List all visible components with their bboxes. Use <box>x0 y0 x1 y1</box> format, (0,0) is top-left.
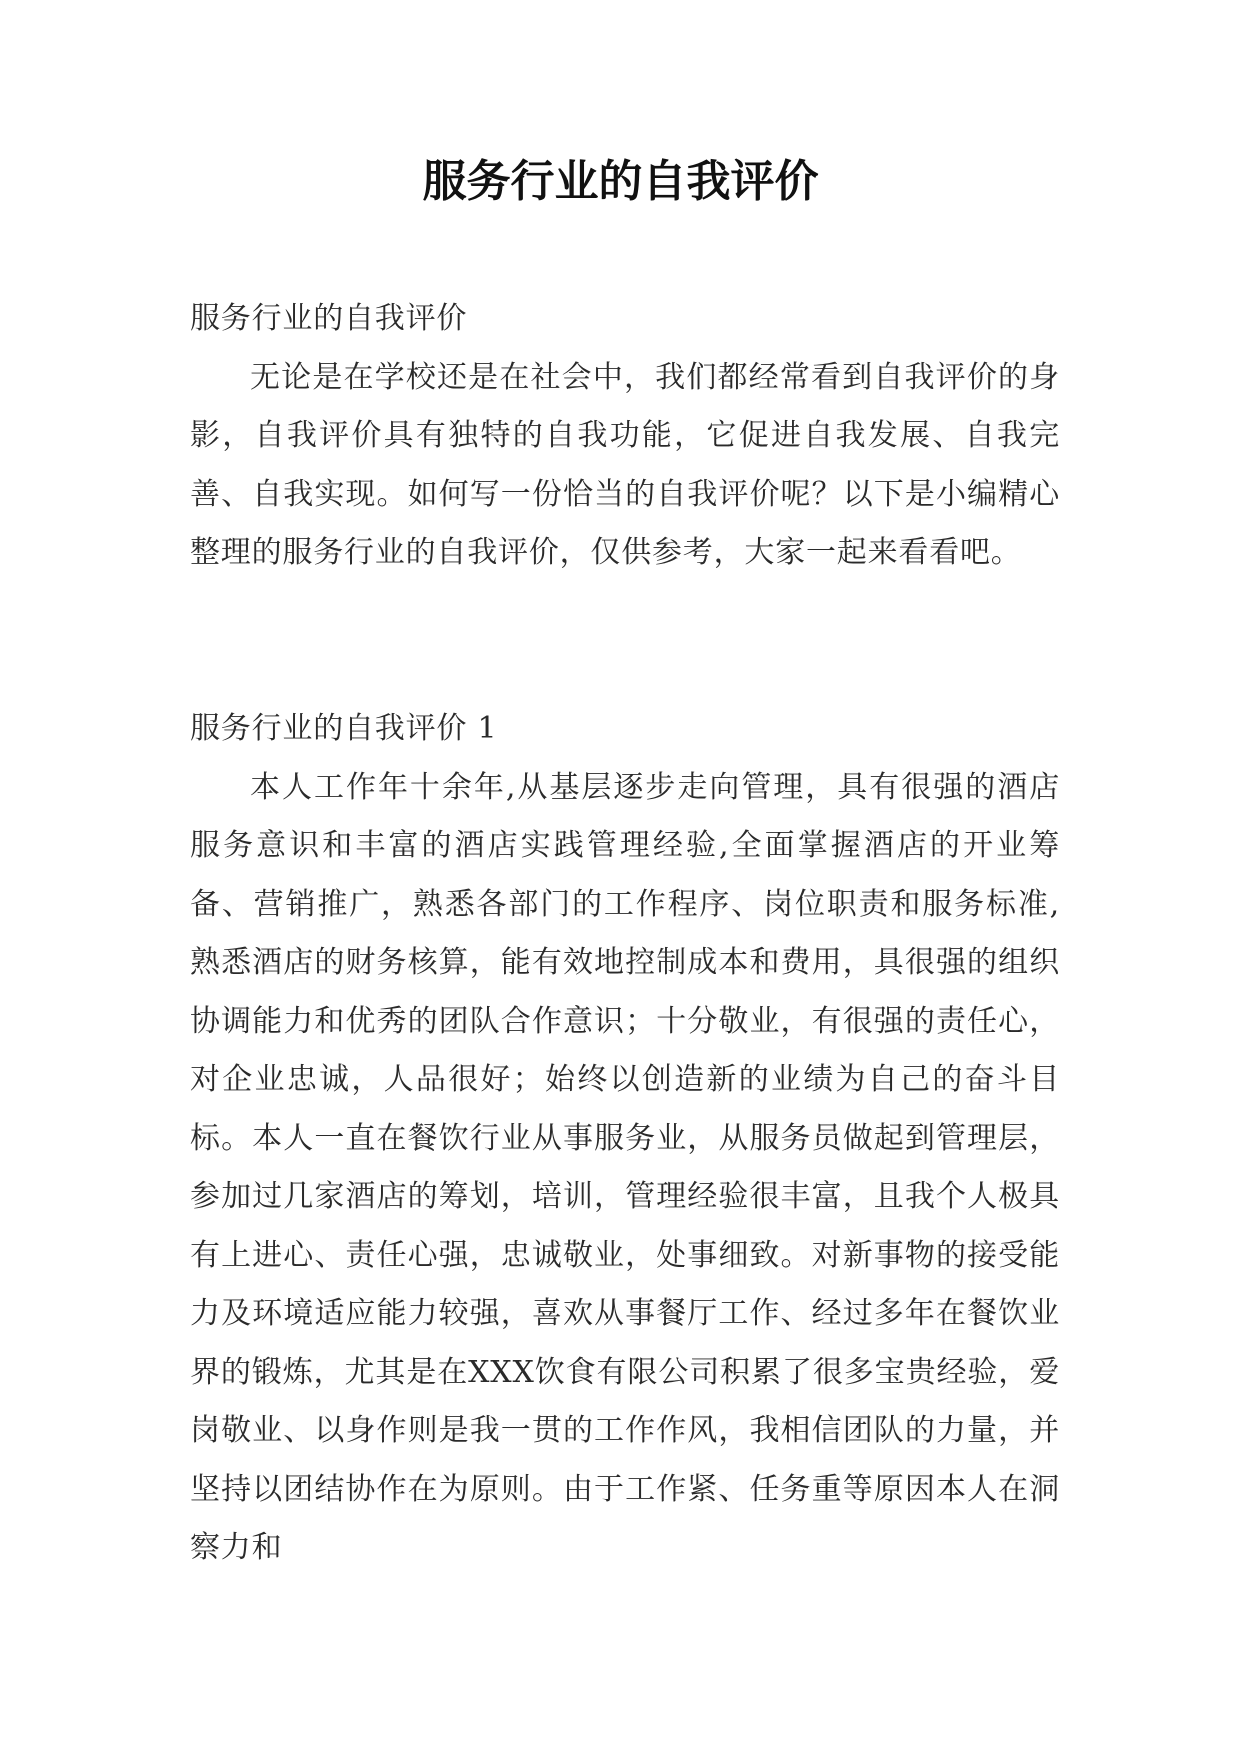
section-1-paragraph: 本人工作年十余年,从基层逐步走向管理，具有很强的酒店服务意识和丰富的酒店实践管理经验,全面掌握酒店的开业筹备、营销推广，熟悉各部门的工作程序、岗位职责和服务标准,熟悉酒店的财务核算，能有效地控制成本和费用，具很强的组织协调能力和优秀的团队合作意识；十分敬业，有很强的责任心，对企业忠诚，人品很好；始终以创造新的业绩为自己的奋斗目标。本人一直在餐饮行业从事服务业，从服务员做起到管理层，参加过几家酒店的筹划，培训，管理经验很丰富，且我个人极具有上进心、责任心强，忠诚敬业，处事细致。对新事物的接受能力及环境适应能力较强，喜欢从事餐厅工作、经过多年在餐饮业界的锻炼，尤其是在XXX饮食有限公司积累了很多宝贵经验，爱岗敬业、以身作则是我一贯的工作作风，我相信团队的力量，并坚持以团结协作在为原则。由于工作紧、任务重等原因本人在洞察力和 <box>190 769 1060 1565</box>
intro-heading: 服务行业的自我评价 <box>190 301 468 336</box>
section-1-heading: 服务行业的自我评价 1 <box>190 711 498 746</box>
intro-section <box>190 290 1060 583</box>
intro-paragraph: 无论是在学校还是在社会中，我们都经常看到自我评价的身影，自我评价具有独特的自我功能，它促进自我发展、自我完善、自我实现。如何写一份恰当的自我评价呢？以下是小编精心整理的服务行业的自我评价，仅供参考，大家一起来看看吧。 <box>190 359 1060 570</box>
section-1 <box>190 700 1060 1578</box>
document-title: 服务行业的自我评价 <box>422 156 819 207</box>
